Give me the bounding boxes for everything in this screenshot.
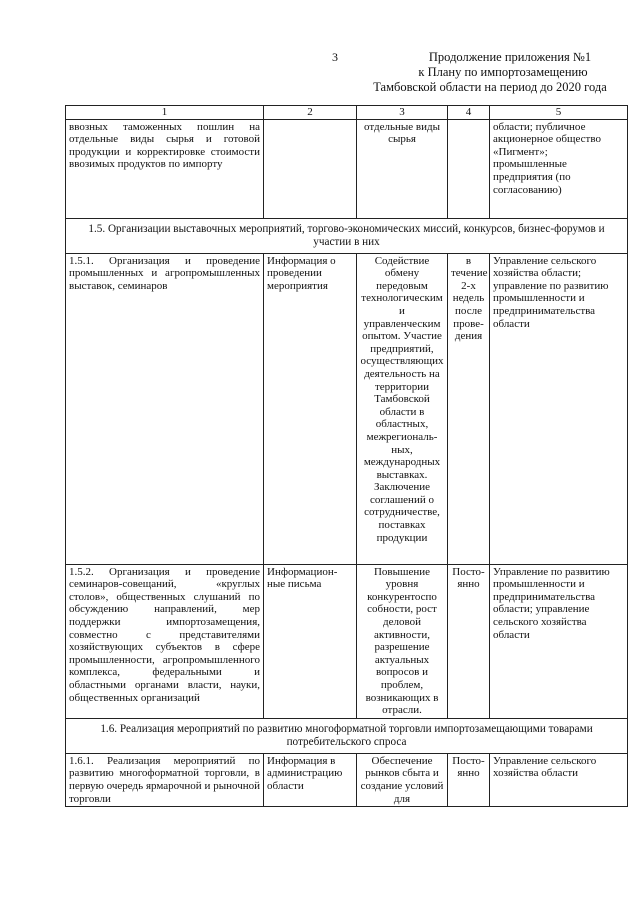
expected-result-cell: отдельные виды сырья	[357, 119, 448, 218]
section-heading: 1.5. Организации выставочных мероприятий, торгово-экономических миссий, конкурсов, бизнес-форумов и участии в них	[66, 218, 628, 253]
table-row	[66, 753, 628, 806]
page-number: 3	[332, 50, 338, 64]
measure-cell: ввозных таможенных пошлин на отдельные виды сырья и готовой продукции и корректировке стоимости ввозимых продуктов по импорту	[66, 119, 264, 218]
table-row	[66, 564, 628, 718]
deadline-cell	[448, 119, 490, 218]
column-number: 5	[490, 106, 628, 120]
section-row	[66, 218, 628, 253]
appendix-header	[352, 50, 628, 95]
column-number: 4	[448, 106, 490, 120]
expected-result-cell: Обеспечение рынков сбыта и создание условий для	[357, 753, 448, 806]
deadline-cell: Посто-янно	[448, 753, 490, 806]
result-form-cell: Информация о проведении мероприятия	[264, 253, 357, 564]
expected-result-cell: Повышение уровня конкурентоспо собности, рост деловой активности, разрешение актуальных вопросов и проблем, возникающих в отрасли.	[357, 564, 448, 718]
header-line-1: Продолжение приложения №1	[428, 50, 592, 64]
section-row	[66, 718, 628, 753]
result-form-cell: Информация в администрацию области	[264, 753, 357, 806]
section-heading: 1.6. Реализация мероприятий по развитию многоформатной торговли импортозамещающими товарами потребительского спроса	[66, 718, 628, 753]
measure-cell: 1.6.1. Реализация мероприятий по развитию многоформатной торговли, в первую очередь ярмарочной и рыночной торговли	[66, 753, 264, 806]
expected-result-cell: Содействие обмену передовым технологическим и управленческим опытом. Участие предприятий, осуществляющих деятельность на территории Тамбовской области в областных, межрегиональ-ных, международных выставках. Заключение соглашений о сотрудничестве, поставках продукции	[357, 253, 448, 564]
responsible-cell: Управление сельского хозяйства области	[490, 753, 628, 806]
measure-cell: 1.5.1. Организация и проведение промышленных и агропромышленных выставок, семинаров	[66, 253, 264, 564]
column-number: 3	[357, 106, 448, 120]
responsible-cell: Управление сельского хозяйства области; управление по развитию промышленности и предпринимательства области	[490, 253, 628, 564]
column-number-row	[66, 106, 628, 120]
measures-table	[65, 105, 628, 807]
table-row	[66, 119, 628, 218]
deadline-cell: Посто-янно	[448, 564, 490, 718]
responsible-cell: Управление по развитию промышленности и предпринимательства области; управление сельского хозяйства области	[490, 564, 628, 718]
deadline-cell: в течение 2-х недель после прове-дения	[448, 253, 490, 564]
measure-cell: 1.5.2. Организация и проведение семинаров-совещаний, «круглых столов», общественных слушаний по обсуждению направлений, мер поддержки импортозамещения, совместно с представителями хозяйствующих субъектов в сфере промышленности, агропромышленного комплекса, федеральными и областными органами власти, науки, общественных организаций	[66, 564, 264, 718]
header-line-3: Тамбовской области на период до 2020 года	[373, 80, 607, 94]
header-line-2: к Плану по импортозамещению	[418, 65, 588, 79]
column-number: 2	[264, 106, 357, 120]
table-row	[66, 253, 628, 564]
result-form-cell	[264, 119, 357, 218]
result-form-cell: Информацион-ные письма	[264, 564, 357, 718]
column-number: 1	[66, 106, 264, 120]
responsible-cell: области; публичное акционерное общество «Пигмент»; промышленные предприятия (по согласованию)	[490, 119, 628, 218]
